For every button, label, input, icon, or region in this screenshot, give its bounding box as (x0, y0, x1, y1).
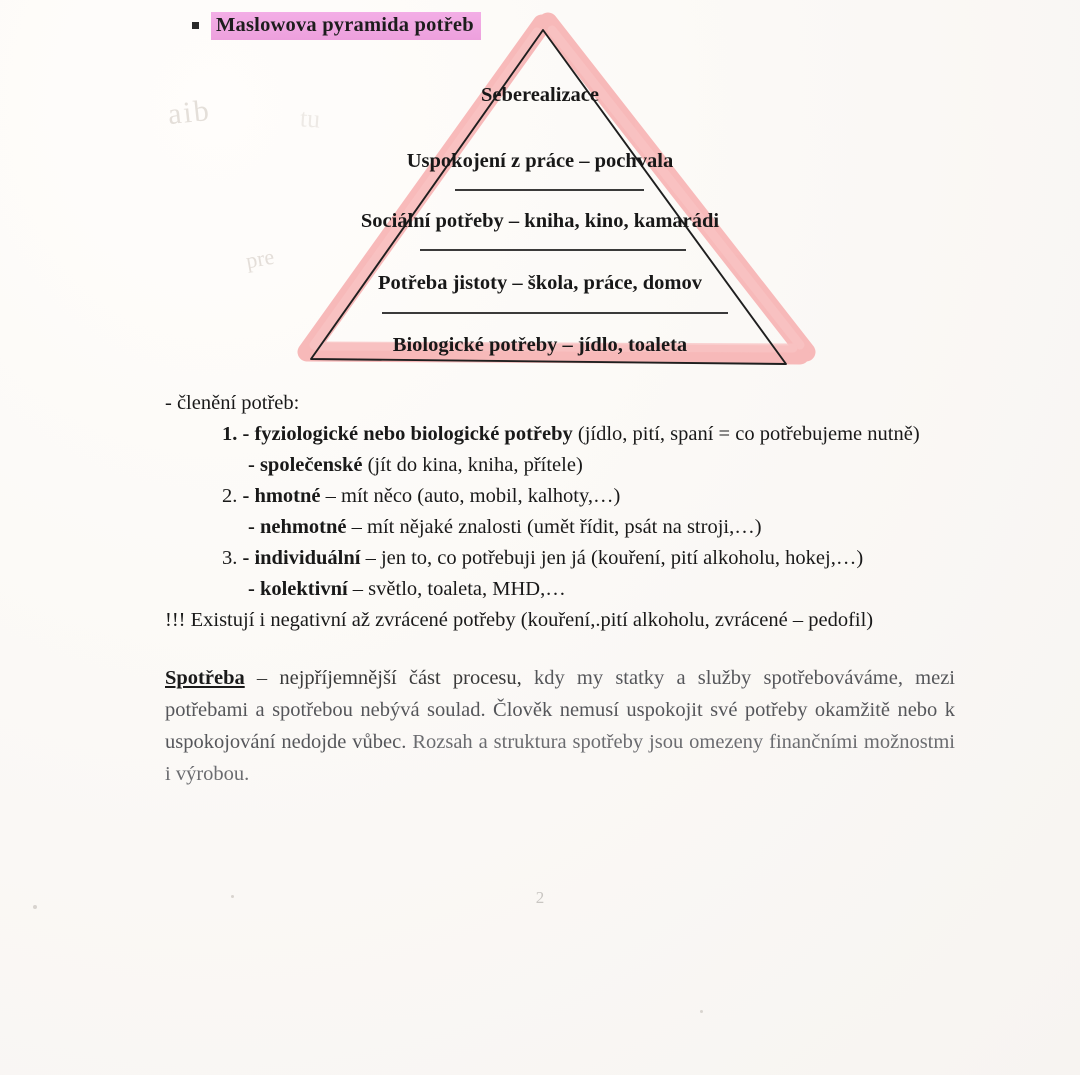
consumption-part-1: – nejpříjemnější část procesu, (244, 667, 534, 689)
notes-heading: - členění potřeb: (165, 392, 300, 414)
list-item-lead: - hmotné (242, 485, 321, 507)
list-item (248, 512, 1080, 543)
list-item (222, 419, 982, 450)
bullet-square-icon (192, 22, 199, 29)
list-item-lead: - individuální (242, 547, 361, 569)
page-number: 2 (535, 888, 545, 907)
pyramid-level-social: Sociální potřeby – kniha, kino, kamarádi (360, 210, 720, 232)
pyramid-drawing (0, 0, 1080, 385)
list-item-lead: - nehmotné (248, 516, 347, 538)
list-item (222, 481, 1080, 512)
list-item-number: 2. (222, 485, 238, 507)
list-item (222, 543, 1080, 574)
list-item-number: 3. (222, 547, 238, 569)
list-item-lead: - kolektivní (248, 578, 348, 600)
consumption-paragraph (165, 662, 955, 790)
pyramid-level-safety: Potřeba jistoty – škola, práce, domov (378, 272, 702, 294)
list-item-rest: – mít nějaké znalosti (umět řídit, psát na stroji,…) (346, 516, 762, 538)
consumption-term: Spotřeba (165, 667, 245, 689)
list-item-rest: (jít do kina, kniha, přítele) (362, 454, 583, 476)
list-item (248, 574, 1080, 605)
list-item-lead: - společenské (248, 454, 363, 476)
list-item-rest: – světlo, toaleta, MHD,… (347, 578, 566, 600)
paper-speck (700, 1010, 703, 1013)
pyramid-level-esteem: Uspokojení z práce – pochvala (406, 150, 674, 172)
maslow-pyramid-figure (0, 0, 1080, 385)
list-item (248, 450, 1080, 481)
pyramid-title-row (192, 12, 481, 40)
list-item-rest: – jen to, co potřebuji jen já (kouření, pití alkoholu, hokej,…) (360, 547, 864, 569)
list-item-rest: (jídlo, pití, spaní = co potřebujeme nutně) (572, 423, 920, 445)
notes-section (0, 388, 1080, 790)
ghost-mark: aib (166, 93, 213, 132)
list-item-number: 1. (222, 423, 238, 445)
ghost-mark: pre (243, 243, 276, 274)
ghost-mark: tu (299, 103, 322, 134)
pyramid-level-self-actualization: Seberealizace (480, 84, 599, 106)
pyramid-level-biological: Biologické potřeby – jídlo, toaleta (392, 334, 688, 356)
list-item-rest: – mít něco (auto, mobil, kalhoty,…) (320, 485, 621, 507)
consumption-part-2: kdy my statky a služby spotřebováváme, mezi potřebami a spotřebou nebývá soulad. Člověk nemusí uspokojit své potřeby okamžitě nebo k uspokojování nedojde vůbec. (165, 667, 955, 753)
consumption-part-3: Rozsah a struktura spotřeby jsou omezeny finančními možnostmi i výrobou. (165, 731, 956, 785)
page-title: Maslowova pyramida potřeb (211, 12, 481, 40)
list-item-lead: - fyziologické nebo biologické potřeby (242, 423, 573, 445)
warning-note: !!! Existují i negativní až zvrácené potřeby (kouření,.pití alkoholu, zvrácené – pedofil) (165, 609, 874, 631)
